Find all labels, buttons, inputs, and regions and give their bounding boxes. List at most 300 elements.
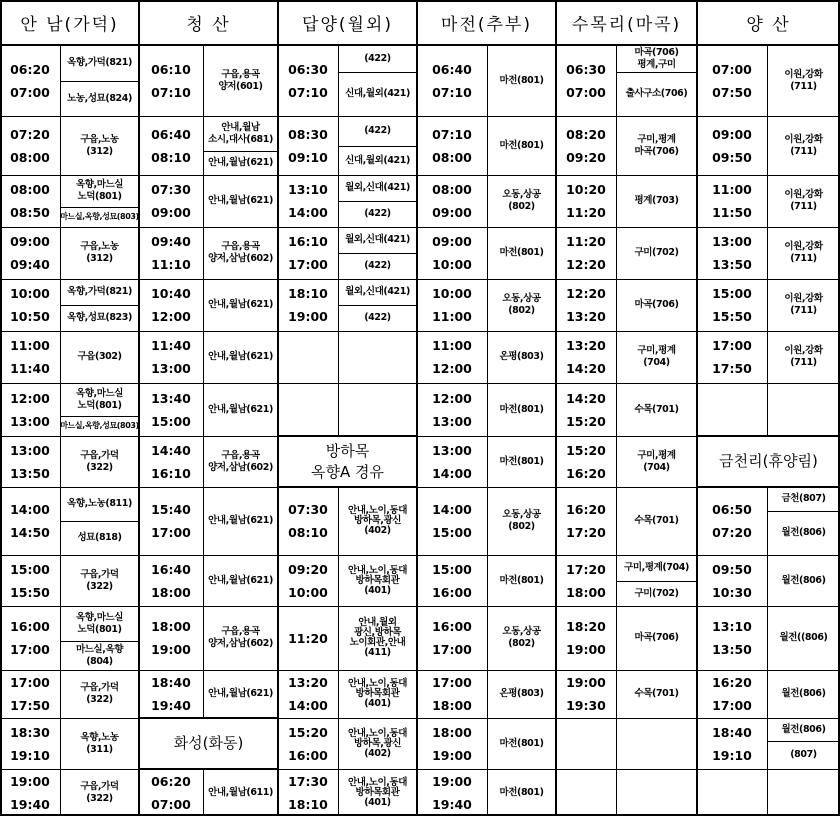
- departure-times-line: 08:00: [10, 182, 50, 197]
- route-info-line: 구미,평계: [637, 133, 676, 145]
- grid-hline: [60, 81, 139, 82]
- departure-times: [0, 606, 60, 670]
- route-info: [203, 227, 278, 279]
- departure-times: [139, 279, 203, 331]
- departure-times-line: 06:40: [432, 61, 472, 77]
- departure-times-line: 19:00: [566, 642, 606, 657]
- departure-times-line: 15:20: [566, 413, 606, 429]
- departure-times: [697, 227, 767, 279]
- grid-hline: [60, 416, 139, 417]
- route-info-line: 옥향,성묘(823): [67, 312, 132, 323]
- departure-times-line: 11:00: [10, 338, 50, 353]
- departure-times-line: 18:30: [10, 724, 50, 740]
- departure-times-line: 14:00: [432, 465, 472, 481]
- departure-times-line: 09:40: [10, 257, 50, 272]
- route-info-line: 안내,월외: [358, 617, 397, 628]
- route-info: [60, 641, 139, 670]
- route-info: [767, 670, 840, 718]
- route-info: [203, 151, 278, 175]
- route-info: [616, 383, 697, 436]
- route-info-line: 마곡(706): [634, 145, 679, 157]
- departure-times-line: 13:20: [288, 675, 328, 690]
- route-info: [60, 416, 139, 436]
- grid-hline: [278, 279, 417, 280]
- departure-times-line: 12:00: [10, 390, 50, 406]
- departure-times-line: 14:00: [432, 502, 472, 517]
- departure-times: [0, 555, 60, 606]
- route-info-line: (807): [790, 749, 817, 760]
- route-info-line: 노이회관,안내: [349, 637, 406, 648]
- route-info-line: 온평(803): [499, 351, 544, 362]
- route-info: [487, 487, 556, 555]
- route-info-line: (422): [364, 208, 391, 219]
- departure-times-line: 06:10: [151, 61, 191, 77]
- route-info: [338, 670, 417, 718]
- route-info-line: 이원,강화: [784, 293, 823, 304]
- route-info: [203, 487, 278, 555]
- departure-times-line: 18:00: [432, 724, 472, 740]
- grid-hline: [697, 383, 840, 384]
- grid-hline: [697, 435, 840, 437]
- departure-times-line: 15:00: [712, 286, 752, 301]
- departure-times-line: 08:30: [288, 126, 328, 142]
- departure-times: [278, 718, 338, 769]
- route-info-line: 안내,월남: [221, 121, 260, 133]
- departure-times: [417, 436, 487, 487]
- route-info: [616, 436, 697, 487]
- departure-times-line: 13:20: [566, 309, 606, 324]
- route-info-line: 금천(807): [781, 493, 826, 504]
- departure-times-line: 18:40: [712, 724, 752, 740]
- route-info-line: 구읍,노농: [80, 241, 119, 252]
- departure-times: [0, 718, 60, 769]
- grid-hline: [278, 769, 417, 770]
- route-info-line: 양저,삼남(602): [208, 461, 273, 473]
- departure-times-line: 08:00: [432, 149, 472, 165]
- route-info-line: (401): [364, 796, 391, 808]
- column-header: [0, 0, 139, 45]
- departure-times-line: 17:00: [712, 338, 752, 353]
- route-info-line: (804): [86, 655, 113, 667]
- departure-times-line: 07:00: [566, 84, 606, 100]
- route-info: [203, 116, 278, 151]
- departure-times-line: 12:00: [432, 390, 472, 406]
- departure-times-line: 19:00: [10, 773, 50, 789]
- route-info: [60, 487, 139, 521]
- departure-times-line: 08:20: [566, 126, 606, 142]
- grid-hline: [338, 253, 417, 254]
- grid-vline: [60, 45, 61, 816]
- route-info-line: (802): [508, 521, 535, 532]
- route-info: [203, 555, 278, 606]
- route-info-line: 구미(702): [634, 247, 679, 258]
- departure-times-line: 10:00: [10, 286, 50, 301]
- departure-times: [0, 436, 60, 487]
- grid-hline: [767, 741, 840, 742]
- grid-hline: [338, 201, 417, 202]
- route-info-line: 구미(702): [634, 587, 679, 599]
- departure-times: [278, 116, 338, 175]
- route-info-line: 옥향,마느실: [75, 387, 124, 399]
- departure-times: [139, 487, 203, 555]
- route-info: [767, 718, 840, 741]
- departure-times-line: 07:20: [712, 525, 752, 540]
- grid-hline: [0, 718, 139, 719]
- route-info-line: 옥향,노농: [80, 731, 119, 743]
- route-info: [487, 227, 556, 279]
- departure-times-line: 08:10: [151, 149, 191, 165]
- route-info-line: (711): [790, 253, 817, 264]
- route-info: [616, 581, 697, 606]
- departure-times-line: 09:20: [566, 149, 606, 165]
- grid-hline: [60, 521, 139, 522]
- route-info-line: (322): [86, 792, 113, 804]
- route-info-line: 월전(806): [781, 723, 826, 735]
- departure-times-line: 17:00: [151, 525, 191, 540]
- grid-vline: [616, 718, 617, 816]
- departure-times-line: 13:50: [712, 642, 752, 657]
- departure-times-line: 17:20: [566, 561, 606, 577]
- grid-vline: [203, 769, 204, 816]
- grid-hline: [139, 175, 278, 176]
- route-info: [60, 383, 139, 416]
- route-info: [338, 116, 417, 146]
- route-info-line: 이원,강화: [784, 189, 823, 200]
- grid-hline: [338, 305, 417, 306]
- route-info-line: (322): [86, 694, 113, 705]
- departure-times: [417, 227, 487, 279]
- route-info-line: 안내,노이,동대: [347, 727, 408, 739]
- route-info: [338, 146, 417, 175]
- departure-times: [556, 116, 616, 175]
- departure-times-line: 18:00: [151, 584, 191, 600]
- departure-times-line: 11:00: [432, 338, 472, 353]
- route-info-line: 노덕(801): [77, 399, 122, 411]
- route-info-line: 노덕(801): [77, 623, 122, 635]
- route-info-line: 마전(801): [499, 403, 544, 415]
- grid-hline: [278, 670, 417, 671]
- column-header-line: 답양(월외): [302, 15, 393, 35]
- grid-hline: [0, 555, 139, 556]
- route-info: [487, 436, 556, 487]
- departure-times: [139, 383, 203, 436]
- departure-times-line: 15:20: [288, 724, 328, 740]
- column-header-line: 수목리(마곡): [571, 15, 682, 35]
- departure-times: [556, 555, 616, 606]
- departure-times-line: 06:30: [566, 61, 606, 77]
- departure-times-line: 09:20: [288, 561, 328, 577]
- departure-times: [139, 606, 203, 670]
- route-info: [338, 45, 417, 72]
- route-info: [767, 511, 840, 555]
- departure-times-line: 16:00: [432, 619, 472, 634]
- route-info-line: 안내,월남(621): [208, 515, 273, 526]
- grid-hline: [278, 487, 417, 488]
- departure-times: [139, 769, 203, 816]
- grid-hline: [697, 555, 840, 556]
- route-info: [203, 436, 278, 487]
- departure-times-line: 13:00: [432, 442, 472, 458]
- route-info-line: 출사구소(706): [625, 88, 688, 99]
- departure-times-line: 19:30: [566, 698, 606, 713]
- departure-times-line: 19:00: [288, 309, 328, 324]
- departure-times-line: 14:00: [288, 205, 328, 220]
- departure-times-line: 15:40: [151, 502, 191, 517]
- route-info-line: 안내,월남(621): [208, 157, 273, 168]
- grid-hline: [278, 606, 417, 607]
- route-info-line: 마전(801): [499, 247, 544, 258]
- route-info-line: 신대,월외(421): [345, 154, 410, 166]
- grid-hline: [556, 718, 697, 719]
- grid-vline: [416, 0, 418, 816]
- route-info-line: 오동,상공: [502, 509, 541, 520]
- departure-times-line: 12:20: [566, 257, 606, 272]
- departure-times-line: 07:10: [432, 126, 472, 142]
- route-info: [203, 769, 278, 816]
- departure-times-line: 09:50: [712, 561, 752, 577]
- grid-hline: [697, 227, 840, 228]
- departure-times: [0, 45, 60, 116]
- route-info-line: 구읍,노농: [80, 133, 119, 145]
- column-header-line: 청 산: [186, 15, 231, 35]
- route-info: [616, 279, 697, 331]
- departure-times-line: 06:50: [712, 502, 752, 517]
- grid-hline: [139, 331, 278, 332]
- grid-hline: [278, 555, 417, 556]
- grid-hline: [556, 670, 697, 671]
- grid-vline: [277, 0, 279, 816]
- departure-times-line: 06:20: [10, 61, 50, 77]
- departure-times-line: 18:00: [432, 698, 472, 713]
- departure-times-line: 16:40: [151, 561, 191, 577]
- departure-times: [278, 279, 338, 331]
- route-info: [60, 227, 139, 279]
- route-info: [487, 331, 556, 383]
- grid-hline: [278, 331, 417, 332]
- departure-times-line: 19:00: [432, 773, 472, 789]
- departure-times-line: 16:00: [288, 747, 328, 763]
- route-info-line: 마곡(706): [634, 46, 679, 58]
- grid-hline: [556, 769, 697, 770]
- route-info-line: 월외,신대(421): [345, 182, 410, 193]
- route-info: [767, 606, 840, 670]
- route-info-line: 평계(703): [634, 195, 679, 206]
- grid-hline: [556, 487, 697, 488]
- route-info: [338, 253, 417, 279]
- route-info-line: 이원,강화: [784, 68, 823, 80]
- departure-times-line: 16:10: [151, 465, 191, 481]
- route-info-line: (322): [86, 580, 113, 592]
- grid-hline: [556, 331, 697, 332]
- grid-hline: [697, 769, 840, 770]
- route-info-line: 구읍,용곡: [221, 68, 260, 80]
- grid-hline: [0, 606, 139, 607]
- route-info: [338, 769, 417, 816]
- departure-times: [0, 670, 60, 718]
- route-info: [616, 670, 697, 718]
- route-info-line: 안내,월남(621): [208, 195, 273, 206]
- route-info: [487, 718, 556, 769]
- departure-times-line: 06:20: [151, 773, 191, 789]
- route-info-line: (401): [364, 698, 391, 709]
- route-info: [60, 279, 139, 305]
- route-info-line: 안내,월남(621): [208, 688, 273, 699]
- departure-times-line: 17:20: [566, 525, 606, 540]
- route-info: [616, 116, 697, 175]
- section-header-banghamok-line: 방하목: [325, 441, 370, 460]
- route-info-line: (422): [364, 125, 391, 136]
- departure-times-line: 09:00: [432, 234, 472, 249]
- column-header: [556, 0, 697, 45]
- grid-hline: [697, 718, 840, 719]
- departure-times-line: 08:50: [10, 205, 50, 220]
- route-info-line: (312): [86, 145, 113, 157]
- departure-times-line: 14:50: [10, 525, 50, 540]
- departure-times-line: 09:10: [288, 149, 328, 165]
- route-info-line: 방하목회관: [355, 574, 400, 586]
- departure-times: [417, 670, 487, 718]
- departure-times: [417, 718, 487, 769]
- route-info: [203, 383, 278, 436]
- departure-times-line: 09:40: [151, 234, 191, 249]
- departure-times-line: 11:20: [566, 205, 606, 220]
- departure-times-line: 18:40: [151, 675, 191, 690]
- route-info-line: (711): [790, 305, 817, 316]
- departure-times: [556, 45, 616, 116]
- route-info-line: 옥향,마느실: [75, 611, 124, 623]
- grid-hline: [139, 116, 278, 117]
- departure-times-line: 13:20: [566, 338, 606, 353]
- route-info-line: (711): [790, 357, 817, 368]
- departure-times-line: 06:40: [151, 126, 191, 142]
- route-info: [487, 383, 556, 436]
- grid-hline: [0, 436, 139, 437]
- departure-times: [139, 436, 203, 487]
- grid-vline: [555, 0, 557, 816]
- route-info-line: (802): [508, 638, 535, 649]
- route-info: [338, 279, 417, 305]
- grid-hline: [697, 175, 840, 176]
- grid-vline: [767, 383, 768, 436]
- departure-times-line: 13:10: [288, 182, 328, 197]
- departure-times-line: 18:10: [288, 796, 328, 812]
- route-info-line: (711): [790, 145, 817, 157]
- route-info: [767, 555, 840, 606]
- departure-times: [278, 45, 338, 116]
- departure-times: [278, 769, 338, 816]
- departure-times: [278, 487, 338, 555]
- route-info: [487, 279, 556, 331]
- route-info: [203, 331, 278, 383]
- grid-hline: [0, 116, 139, 117]
- route-info-line: 옥향,마느실: [75, 179, 124, 190]
- grid-hline: [0, 487, 139, 488]
- route-info-line: 마곡(706): [634, 632, 679, 643]
- departure-times-line: 14:00: [288, 698, 328, 713]
- departure-times-line: 07:30: [151, 182, 191, 197]
- grid-hline: [556, 227, 697, 228]
- departure-times: [0, 769, 60, 816]
- grid-vline: [338, 45, 339, 331]
- route-info-line: 월외,신대(421): [345, 234, 410, 245]
- departure-times-line: 12:00: [432, 361, 472, 376]
- departure-times: [0, 227, 60, 279]
- departure-times-line: 13:00: [10, 413, 50, 429]
- departure-times: [139, 45, 203, 116]
- route-info-line: 광신,방하목: [353, 627, 402, 638]
- departure-times: [417, 116, 487, 175]
- grid-hline: [139, 487, 278, 488]
- route-info: [338, 305, 417, 331]
- route-info-line: 오동,상공: [502, 189, 541, 200]
- departure-times-line: 10:50: [10, 309, 50, 324]
- route-info-line: 안내,월남(611): [208, 786, 273, 798]
- departure-times: [556, 436, 616, 487]
- departure-times-line: 12:00: [151, 309, 191, 324]
- departure-times-line: 14:00: [10, 502, 50, 517]
- route-info-line: (704): [643, 461, 670, 473]
- route-info-line: (711): [790, 80, 817, 92]
- departure-times-line: 10:00: [288, 584, 328, 600]
- grid-hline: [697, 487, 840, 488]
- route-info-line: 양저,삼남(602): [208, 638, 273, 649]
- departure-times-line: 14:20: [566, 361, 606, 376]
- route-info: [767, 175, 840, 227]
- departure-times: [139, 331, 203, 383]
- route-info-line: 마전(801): [499, 574, 544, 586]
- departure-times-line: 08:10: [288, 525, 328, 540]
- route-info-line: 구읍,가덕: [80, 449, 119, 461]
- grid-hline: [60, 305, 139, 306]
- route-info: [60, 116, 139, 175]
- departure-times-line: 15:50: [712, 309, 752, 324]
- column-header: [139, 0, 278, 45]
- route-info-line: 마느실,옥향: [75, 643, 124, 655]
- route-info: [203, 279, 278, 331]
- section-header-banghamok: [278, 436, 417, 487]
- route-info-line: 구읍,가덕: [80, 682, 119, 693]
- departure-times-line: 16:00: [10, 619, 50, 634]
- departure-times-line: 16:10: [288, 234, 328, 249]
- route-info: [60, 45, 139, 81]
- route-info-line: (802): [508, 305, 535, 316]
- route-info-line: 구읍,가덕: [80, 780, 119, 792]
- departure-times-line: 07:10: [288, 84, 328, 100]
- grid-hline: [278, 718, 417, 719]
- grid-hline: [139, 606, 278, 607]
- route-info-line: 안내,노이,동대: [347, 776, 408, 788]
- route-info-line: (322): [86, 461, 113, 473]
- column-header: [278, 0, 417, 45]
- grid-hline: [0, 279, 139, 280]
- route-info-line: (422): [364, 260, 391, 271]
- route-info: [338, 555, 417, 606]
- grid-hline: [278, 175, 417, 176]
- route-info: [616, 72, 697, 116]
- departure-times: [139, 227, 203, 279]
- departure-times-line: 09:00: [432, 205, 472, 220]
- grid-vline: [616, 45, 617, 718]
- route-info-line: 수목(701): [634, 515, 679, 526]
- departure-times-line: 07:20: [10, 126, 50, 142]
- departure-times: [278, 670, 338, 718]
- route-info-line: 방하목회관: [355, 688, 400, 699]
- route-info-line: 안내,월남(621): [208, 299, 273, 310]
- route-info: [767, 45, 840, 116]
- grid-hline: [139, 717, 278, 719]
- route-info-line: 안내,노이,동대: [347, 564, 408, 576]
- grid-hline: [556, 436, 697, 437]
